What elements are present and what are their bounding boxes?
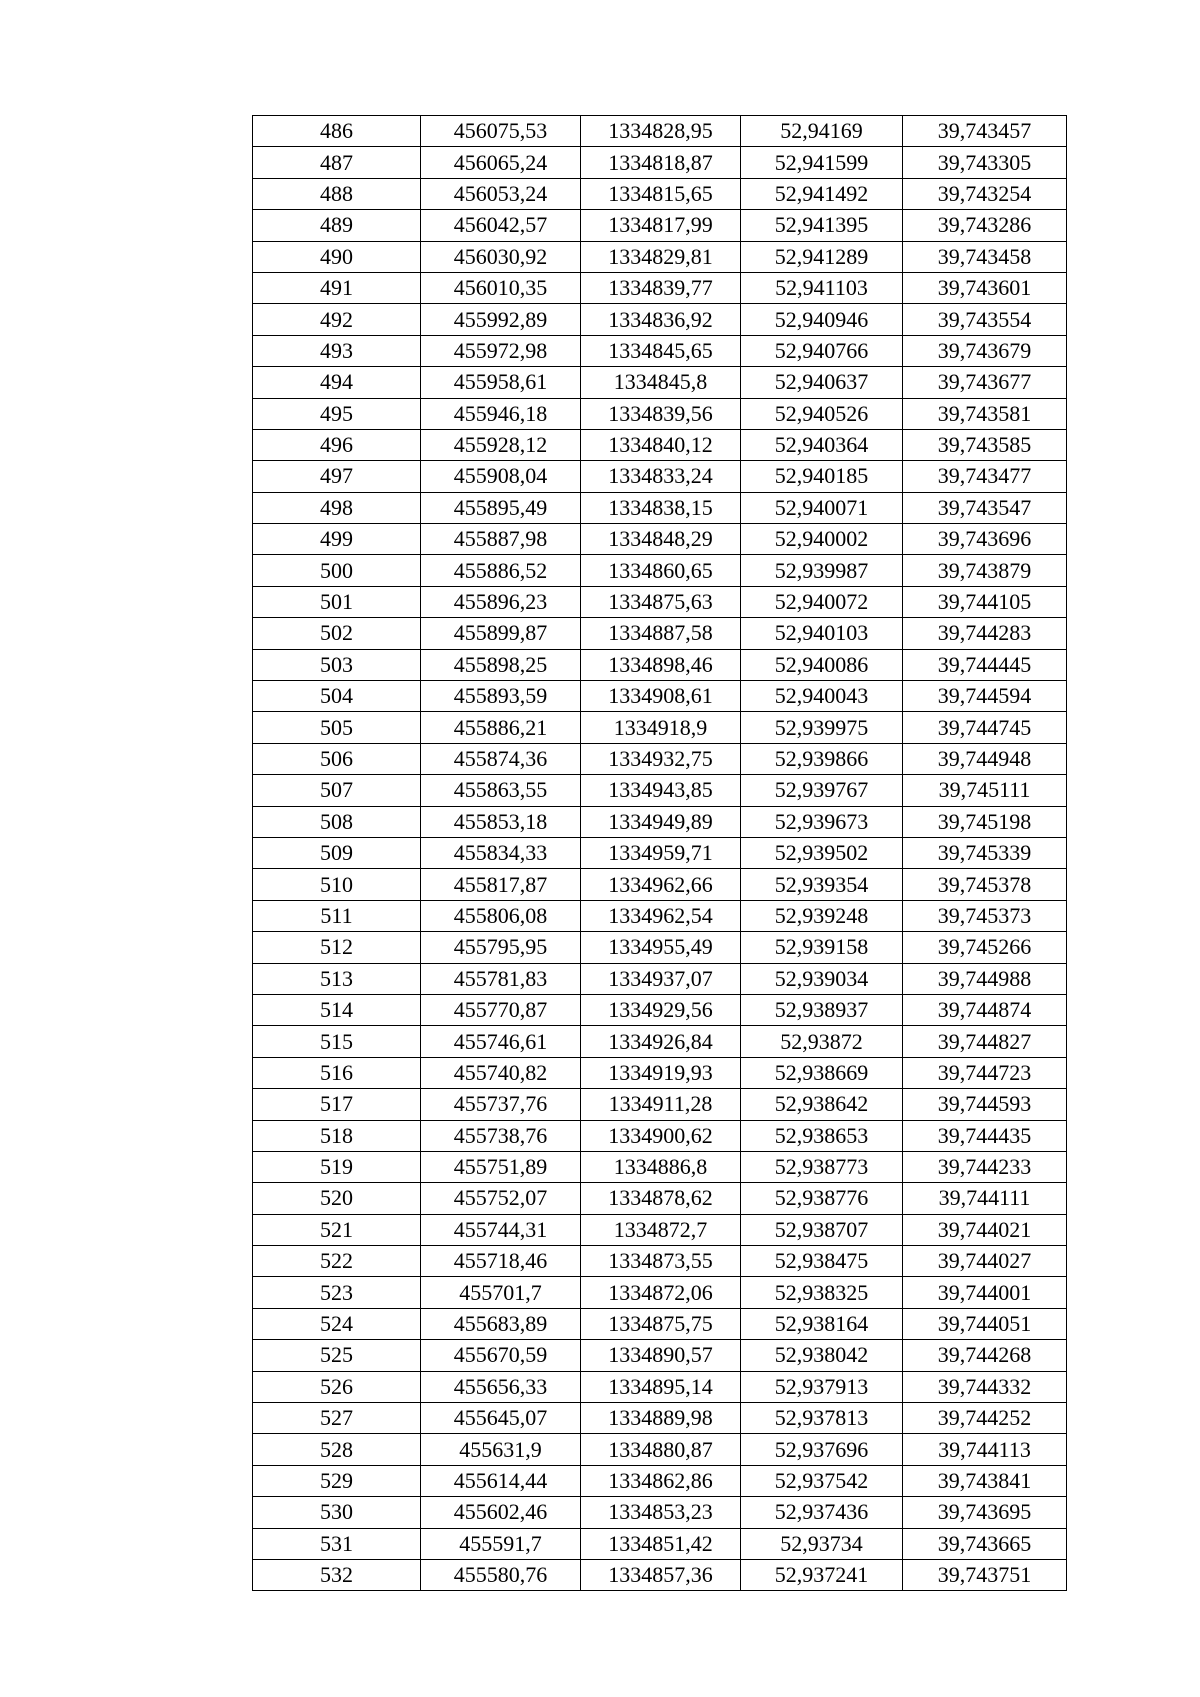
table-row (253, 1246, 1067, 1277)
point-number-cell: 512 (253, 932, 421, 963)
table-row (253, 1340, 1067, 1371)
latitude-cell: 52,940002 (741, 524, 903, 555)
x-coordinate-cell: 455863,55 (421, 775, 581, 806)
y-coordinate-cell: 1334839,56 (581, 398, 741, 429)
x-coordinate-cell: 455683,89 (421, 1308, 581, 1339)
latitude-cell: 52,93872 (741, 1026, 903, 1057)
latitude-cell: 52,939767 (741, 775, 903, 806)
table-row (253, 963, 1067, 994)
y-coordinate-cell: 1334898,46 (581, 649, 741, 680)
table-row (253, 618, 1067, 649)
longitude-cell: 39,744874 (903, 994, 1067, 1025)
y-coordinate-cell: 1334833,24 (581, 461, 741, 492)
y-coordinate-cell: 1334815,65 (581, 178, 741, 209)
x-coordinate-cell: 455834,33 (421, 837, 581, 868)
longitude-cell: 39,744948 (903, 743, 1067, 774)
latitude-cell: 52,937696 (741, 1434, 903, 1465)
y-coordinate-cell: 1334949,89 (581, 806, 741, 837)
latitude-cell: 52,940103 (741, 618, 903, 649)
table-row (253, 147, 1067, 178)
y-coordinate-cell: 1334840,12 (581, 429, 741, 460)
latitude-cell: 52,938475 (741, 1246, 903, 1277)
y-coordinate-cell: 1334886,8 (581, 1151, 741, 1182)
table-row (253, 869, 1067, 900)
longitude-cell: 39,744252 (903, 1403, 1067, 1434)
x-coordinate-cell: 455645,07 (421, 1403, 581, 1434)
y-coordinate-cell: 1334845,8 (581, 367, 741, 398)
table-row (253, 1308, 1067, 1339)
table-row (253, 712, 1067, 743)
x-coordinate-cell: 455817,87 (421, 869, 581, 900)
x-coordinate-cell: 456065,24 (421, 147, 581, 178)
latitude-cell: 52,937241 (741, 1559, 903, 1590)
x-coordinate-cell: 455740,82 (421, 1057, 581, 1088)
table-row (253, 335, 1067, 366)
point-number-cell: 517 (253, 1089, 421, 1120)
point-number-cell: 530 (253, 1497, 421, 1528)
latitude-cell: 52,938937 (741, 994, 903, 1025)
table-row (253, 743, 1067, 774)
longitude-cell: 39,744105 (903, 586, 1067, 617)
y-coordinate-cell: 1334900,62 (581, 1120, 741, 1151)
y-coordinate-cell: 1334929,56 (581, 994, 741, 1025)
point-number-cell: 492 (253, 304, 421, 335)
x-coordinate-cell: 455752,07 (421, 1183, 581, 1214)
table-row (253, 461, 1067, 492)
point-number-cell: 515 (253, 1026, 421, 1057)
y-coordinate-cell: 1334853,23 (581, 1497, 741, 1528)
longitude-cell: 39,745339 (903, 837, 1067, 868)
longitude-cell: 39,743665 (903, 1528, 1067, 1559)
table-row (253, 1403, 1067, 1434)
latitude-cell: 52,941289 (741, 241, 903, 272)
x-coordinate-cell: 455899,87 (421, 618, 581, 649)
point-number-cell: 506 (253, 743, 421, 774)
x-coordinate-cell: 456010,35 (421, 272, 581, 303)
x-coordinate-cell: 455958,61 (421, 367, 581, 398)
latitude-cell: 52,940526 (741, 398, 903, 429)
y-coordinate-cell: 1334862,86 (581, 1465, 741, 1496)
longitude-cell: 39,745111 (903, 775, 1067, 806)
latitude-cell: 52,939158 (741, 932, 903, 963)
table-row (253, 837, 1067, 868)
point-number-cell: 491 (253, 272, 421, 303)
y-coordinate-cell: 1334962,66 (581, 869, 741, 900)
point-number-cell: 494 (253, 367, 421, 398)
latitude-cell: 52,939975 (741, 712, 903, 743)
y-coordinate-cell: 1334895,14 (581, 1371, 741, 1402)
point-number-cell: 508 (253, 806, 421, 837)
longitude-cell: 39,744435 (903, 1120, 1067, 1151)
table-row (253, 1528, 1067, 1559)
point-number-cell: 486 (253, 116, 421, 147)
x-coordinate-cell: 455738,76 (421, 1120, 581, 1151)
longitude-cell: 39,744268 (903, 1340, 1067, 1371)
point-number-cell: 498 (253, 492, 421, 523)
x-coordinate-cell: 455631,9 (421, 1434, 581, 1465)
latitude-cell: 52,938707 (741, 1214, 903, 1245)
point-number-cell: 513 (253, 963, 421, 994)
table-row (253, 429, 1067, 460)
longitude-cell: 39,744111 (903, 1183, 1067, 1214)
y-coordinate-cell: 1334875,63 (581, 586, 741, 617)
y-coordinate-cell: 1334857,36 (581, 1559, 741, 1590)
x-coordinate-cell: 455751,89 (421, 1151, 581, 1182)
latitude-cell: 52,939354 (741, 869, 903, 900)
table-row (253, 1497, 1067, 1528)
x-coordinate-cell: 455853,18 (421, 806, 581, 837)
latitude-cell: 52,940185 (741, 461, 903, 492)
point-number-cell: 527 (253, 1403, 421, 1434)
y-coordinate-cell: 1334818,87 (581, 147, 741, 178)
longitude-cell: 39,743477 (903, 461, 1067, 492)
y-coordinate-cell: 1334887,58 (581, 618, 741, 649)
x-coordinate-cell: 455602,46 (421, 1497, 581, 1528)
y-coordinate-cell: 1334848,29 (581, 524, 741, 555)
longitude-cell: 39,743254 (903, 178, 1067, 209)
x-coordinate-cell: 455972,98 (421, 335, 581, 366)
longitude-cell: 39,744051 (903, 1308, 1067, 1339)
table-row (253, 586, 1067, 617)
coordinates-table-body (253, 116, 1067, 1591)
x-coordinate-cell: 456053,24 (421, 178, 581, 209)
latitude-cell: 52,940043 (741, 681, 903, 712)
x-coordinate-cell: 455737,76 (421, 1089, 581, 1120)
y-coordinate-cell: 1334836,92 (581, 304, 741, 335)
table-row (253, 210, 1067, 241)
y-coordinate-cell: 1334872,7 (581, 1214, 741, 1245)
longitude-cell: 39,744745 (903, 712, 1067, 743)
x-coordinate-cell: 455887,98 (421, 524, 581, 555)
point-number-cell: 497 (253, 461, 421, 492)
table-row (253, 116, 1067, 147)
table-row (253, 806, 1067, 837)
point-number-cell: 495 (253, 398, 421, 429)
x-coordinate-cell: 455795,95 (421, 932, 581, 963)
y-coordinate-cell: 1334860,65 (581, 555, 741, 586)
x-coordinate-cell: 456075,53 (421, 116, 581, 147)
x-coordinate-cell: 455770,87 (421, 994, 581, 1025)
point-number-cell: 510 (253, 869, 421, 900)
longitude-cell: 39,744027 (903, 1246, 1067, 1277)
point-number-cell: 514 (253, 994, 421, 1025)
latitude-cell: 52,939502 (741, 837, 903, 868)
point-number-cell: 487 (253, 147, 421, 178)
y-coordinate-cell: 1334889,98 (581, 1403, 741, 1434)
table-row (253, 1183, 1067, 1214)
latitude-cell: 52,937436 (741, 1497, 903, 1528)
y-coordinate-cell: 1334828,95 (581, 116, 741, 147)
point-number-cell: 488 (253, 178, 421, 209)
latitude-cell: 52,937813 (741, 1403, 903, 1434)
table-row (253, 178, 1067, 209)
longitude-cell: 39,744827 (903, 1026, 1067, 1057)
point-number-cell: 504 (253, 681, 421, 712)
x-coordinate-cell: 455896,23 (421, 586, 581, 617)
y-coordinate-cell: 1334873,55 (581, 1246, 741, 1277)
longitude-cell: 39,743696 (903, 524, 1067, 555)
table-row (253, 1371, 1067, 1402)
latitude-cell: 52,941599 (741, 147, 903, 178)
table-row (253, 304, 1067, 335)
longitude-cell: 39,743841 (903, 1465, 1067, 1496)
y-coordinate-cell: 1334919,93 (581, 1057, 741, 1088)
longitude-cell: 39,744988 (903, 963, 1067, 994)
table-row (253, 649, 1067, 680)
latitude-cell: 52,940072 (741, 586, 903, 617)
table-row (253, 272, 1067, 303)
x-coordinate-cell: 455946,18 (421, 398, 581, 429)
point-number-cell: 522 (253, 1246, 421, 1277)
y-coordinate-cell: 1334845,65 (581, 335, 741, 366)
x-coordinate-cell: 455614,44 (421, 1465, 581, 1496)
y-coordinate-cell: 1334955,49 (581, 932, 741, 963)
longitude-cell: 39,743547 (903, 492, 1067, 523)
y-coordinate-cell: 1334872,06 (581, 1277, 741, 1308)
point-number-cell: 531 (253, 1528, 421, 1559)
table-row (253, 398, 1067, 429)
point-number-cell: 525 (253, 1340, 421, 1371)
latitude-cell: 52,939673 (741, 806, 903, 837)
x-coordinate-cell: 455781,83 (421, 963, 581, 994)
longitude-cell: 39,744594 (903, 681, 1067, 712)
y-coordinate-cell: 1334926,84 (581, 1026, 741, 1057)
x-coordinate-cell: 455895,49 (421, 492, 581, 523)
x-coordinate-cell: 455886,52 (421, 555, 581, 586)
point-number-cell: 529 (253, 1465, 421, 1496)
x-coordinate-cell: 455746,61 (421, 1026, 581, 1057)
latitude-cell: 52,937913 (741, 1371, 903, 1402)
table-row (253, 1214, 1067, 1245)
point-number-cell: 528 (253, 1434, 421, 1465)
y-coordinate-cell: 1334817,99 (581, 210, 741, 241)
point-number-cell: 490 (253, 241, 421, 272)
table-row (253, 1465, 1067, 1496)
x-coordinate-cell: 455701,7 (421, 1277, 581, 1308)
point-number-cell: 532 (253, 1559, 421, 1590)
latitude-cell: 52,939987 (741, 555, 903, 586)
table-row (253, 1434, 1067, 1465)
point-number-cell: 489 (253, 210, 421, 241)
longitude-cell: 39,743554 (903, 304, 1067, 335)
x-coordinate-cell: 455806,08 (421, 900, 581, 931)
longitude-cell: 39,743751 (903, 1559, 1067, 1590)
longitude-cell: 39,745378 (903, 869, 1067, 900)
y-coordinate-cell: 1334875,75 (581, 1308, 741, 1339)
point-number-cell: 507 (253, 775, 421, 806)
latitude-cell: 52,938669 (741, 1057, 903, 1088)
y-coordinate-cell: 1334937,07 (581, 963, 741, 994)
latitude-cell: 52,941492 (741, 178, 903, 209)
longitude-cell: 39,744445 (903, 649, 1067, 680)
table-row (253, 1120, 1067, 1151)
point-number-cell: 524 (253, 1308, 421, 1339)
x-coordinate-cell: 455893,59 (421, 681, 581, 712)
longitude-cell: 39,744021 (903, 1214, 1067, 1245)
point-number-cell: 500 (253, 555, 421, 586)
longitude-cell: 39,744233 (903, 1151, 1067, 1182)
y-coordinate-cell: 1334962,54 (581, 900, 741, 931)
point-number-cell: 526 (253, 1371, 421, 1402)
y-coordinate-cell: 1334829,81 (581, 241, 741, 272)
point-number-cell: 518 (253, 1120, 421, 1151)
point-number-cell: 503 (253, 649, 421, 680)
y-coordinate-cell: 1334851,42 (581, 1528, 741, 1559)
x-coordinate-cell: 456042,57 (421, 210, 581, 241)
latitude-cell: 52,938164 (741, 1308, 903, 1339)
table-row (253, 241, 1067, 272)
longitude-cell: 39,744593 (903, 1089, 1067, 1120)
longitude-cell: 39,743585 (903, 429, 1067, 460)
point-number-cell: 499 (253, 524, 421, 555)
table-row (253, 681, 1067, 712)
y-coordinate-cell: 1334890,57 (581, 1340, 741, 1371)
table-row (253, 1151, 1067, 1182)
latitude-cell: 52,938773 (741, 1151, 903, 1182)
longitude-cell: 39,744332 (903, 1371, 1067, 1402)
longitude-cell: 39,743695 (903, 1497, 1067, 1528)
y-coordinate-cell: 1334839,77 (581, 272, 741, 303)
point-number-cell: 523 (253, 1277, 421, 1308)
x-coordinate-cell: 455874,36 (421, 743, 581, 774)
latitude-cell: 52,938325 (741, 1277, 903, 1308)
point-number-cell: 511 (253, 900, 421, 931)
latitude-cell: 52,93734 (741, 1528, 903, 1559)
x-coordinate-cell: 455591,7 (421, 1528, 581, 1559)
table-row (253, 492, 1067, 523)
x-coordinate-cell: 455718,46 (421, 1246, 581, 1277)
longitude-cell: 39,744723 (903, 1057, 1067, 1088)
y-coordinate-cell: 1334943,85 (581, 775, 741, 806)
x-coordinate-cell: 456030,92 (421, 241, 581, 272)
latitude-cell: 52,94169 (741, 116, 903, 147)
y-coordinate-cell: 1334880,87 (581, 1434, 741, 1465)
latitude-cell: 52,940364 (741, 429, 903, 460)
longitude-cell: 39,744113 (903, 1434, 1067, 1465)
y-coordinate-cell: 1334911,28 (581, 1089, 741, 1120)
y-coordinate-cell: 1334838,15 (581, 492, 741, 523)
table-row (253, 1057, 1067, 1088)
longitude-cell: 39,743286 (903, 210, 1067, 241)
point-number-cell: 493 (253, 335, 421, 366)
y-coordinate-cell: 1334908,61 (581, 681, 741, 712)
latitude-cell: 52,939866 (741, 743, 903, 774)
table-row (253, 775, 1067, 806)
point-number-cell: 502 (253, 618, 421, 649)
table-row (253, 524, 1067, 555)
longitude-cell: 39,743679 (903, 335, 1067, 366)
x-coordinate-cell: 455908,04 (421, 461, 581, 492)
table-row (253, 1277, 1067, 1308)
y-coordinate-cell: 1334959,71 (581, 837, 741, 868)
latitude-cell: 52,940766 (741, 335, 903, 366)
longitude-cell: 39,744001 (903, 1277, 1067, 1308)
latitude-cell: 52,938776 (741, 1183, 903, 1214)
point-number-cell: 516 (253, 1057, 421, 1088)
table-row (253, 367, 1067, 398)
longitude-cell: 39,743457 (903, 116, 1067, 147)
point-number-cell: 519 (253, 1151, 421, 1182)
table-row (253, 994, 1067, 1025)
longitude-cell: 39,743305 (903, 147, 1067, 178)
latitude-cell: 52,941103 (741, 272, 903, 303)
x-coordinate-cell: 455928,12 (421, 429, 581, 460)
table-row (253, 900, 1067, 931)
latitude-cell: 52,940086 (741, 649, 903, 680)
table-row (253, 555, 1067, 586)
point-number-cell: 496 (253, 429, 421, 460)
x-coordinate-cell: 455898,25 (421, 649, 581, 680)
longitude-cell: 39,743581 (903, 398, 1067, 429)
point-number-cell: 521 (253, 1214, 421, 1245)
x-coordinate-cell: 455744,31 (421, 1214, 581, 1245)
latitude-cell: 52,939248 (741, 900, 903, 931)
point-number-cell: 520 (253, 1183, 421, 1214)
latitude-cell: 52,939034 (741, 963, 903, 994)
y-coordinate-cell: 1334932,75 (581, 743, 741, 774)
y-coordinate-cell: 1334878,62 (581, 1183, 741, 1214)
point-number-cell: 509 (253, 837, 421, 868)
table-row (253, 1559, 1067, 1590)
longitude-cell: 39,743601 (903, 272, 1067, 303)
x-coordinate-cell: 455656,33 (421, 1371, 581, 1402)
table-row (253, 1089, 1067, 1120)
table-row (253, 1026, 1067, 1057)
latitude-cell: 52,938042 (741, 1340, 903, 1371)
longitude-cell: 39,744283 (903, 618, 1067, 649)
x-coordinate-cell: 455670,59 (421, 1340, 581, 1371)
longitude-cell: 39,743458 (903, 241, 1067, 272)
coordinates-table (252, 115, 1067, 1591)
longitude-cell: 39,745266 (903, 932, 1067, 963)
latitude-cell: 52,940946 (741, 304, 903, 335)
latitude-cell: 52,938642 (741, 1089, 903, 1120)
longitude-cell: 39,745373 (903, 900, 1067, 931)
table-row (253, 932, 1067, 963)
longitude-cell: 39,743677 (903, 367, 1067, 398)
latitude-cell: 52,938653 (741, 1120, 903, 1151)
latitude-cell: 52,940637 (741, 367, 903, 398)
y-coordinate-cell: 1334918,9 (581, 712, 741, 743)
latitude-cell: 52,937542 (741, 1465, 903, 1496)
point-number-cell: 501 (253, 586, 421, 617)
longitude-cell: 39,745198 (903, 806, 1067, 837)
latitude-cell: 52,940071 (741, 492, 903, 523)
x-coordinate-cell: 455886,21 (421, 712, 581, 743)
x-coordinate-cell: 455580,76 (421, 1559, 581, 1590)
x-coordinate-cell: 455992,89 (421, 304, 581, 335)
latitude-cell: 52,941395 (741, 210, 903, 241)
longitude-cell: 39,743879 (903, 555, 1067, 586)
point-number-cell: 505 (253, 712, 421, 743)
